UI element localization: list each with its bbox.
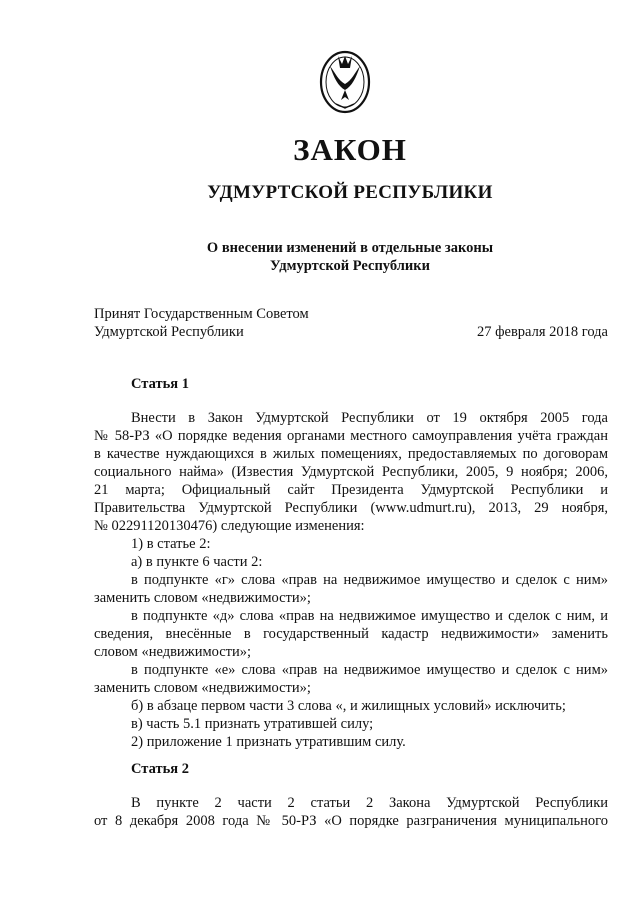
list-item: а) в пункте 6 части 2: <box>131 554 263 570</box>
article-2-heading: Статья 2 <box>131 761 189 777</box>
coat-of-arms-emblem <box>316 44 374 118</box>
list-item: заменить словом «недвижимости»; <box>94 680 311 696</box>
article-2-text <box>94 794 608 830</box>
list-item: в подпункте «д» слова «прав на недвижимое имущество и сделок с ним, и <box>131 608 608 624</box>
text-line: № 58-РЗ «О порядке ведения органами местного самоуправления учёта граждан <box>94 428 608 444</box>
adoption-block <box>94 305 608 341</box>
document-title-line-1: О внесении изменений в отдельные законы <box>206 240 494 256</box>
text-line: Правительства Удмуртской Республики (www.udmurt.ru), 2013, 29 ноября, <box>94 500 608 516</box>
text-line: В пункте 2 части 2 статьи 2 Закона Удмуртской Республики <box>131 795 608 811</box>
list-item: б) в абзаце первом части 3 слова «, и жилищных условий» исключить; <box>131 698 566 714</box>
list-item: в подпункте «г» слова «прав на недвижимое имущество и сделок с ним» <box>131 572 608 588</box>
list-item: 2) приложение 1 признать утратившим силу. <box>131 734 406 750</box>
text-line: социального найма» (Известия Удмуртской Республики, 2005, 9 ноября; 2006, <box>94 464 608 480</box>
text-line: от 8 декабря 2008 года № 50-РЗ «О порядке разграничения муниципального <box>94 813 608 829</box>
list-item: в подпункте «е» слова «прав на недвижимое имущество и сделок с ним» <box>131 662 608 678</box>
text-line: в качестве нуждающихся в жилых помещениях, предоставляемых по договорам <box>94 446 608 462</box>
adopted-by-line-1: Принят Государственным Советом <box>94 306 309 322</box>
list-item: 1) в статье 2: <box>131 536 211 552</box>
text-line: 21 марта; Официальный сайт Президента Удмуртской Республики и <box>94 482 608 498</box>
document-title-line-2: Удмуртской Республики <box>270 258 430 274</box>
list-item: в) часть 5.1 признать утратившей силу; <box>131 716 374 732</box>
list-item: сведения, внесённые в государственный кадастр недвижимости» заменить <box>94 626 608 642</box>
law-title: ЗАКОН <box>293 132 407 167</box>
article-1-text <box>94 409 608 751</box>
adoption-date: 27 февраля 2018 года <box>476 324 608 340</box>
article-1-heading: Статья 1 <box>131 376 189 392</box>
republic-subtitle: УДМУРТСКОЙ РЕСПУБЛИКИ <box>207 182 493 203</box>
text-line: Внести в Закон Удмуртской Республики от 19 октября 2005 года <box>131 410 608 426</box>
list-item: заменить словом «недвижимости»; <box>94 590 311 606</box>
list-item: словом «недвижимости»; <box>94 644 252 660</box>
text-line: № 02291120130476) следующие изменения: <box>94 518 365 534</box>
adopted-by-line-2: Удмуртской Республики <box>94 324 244 340</box>
